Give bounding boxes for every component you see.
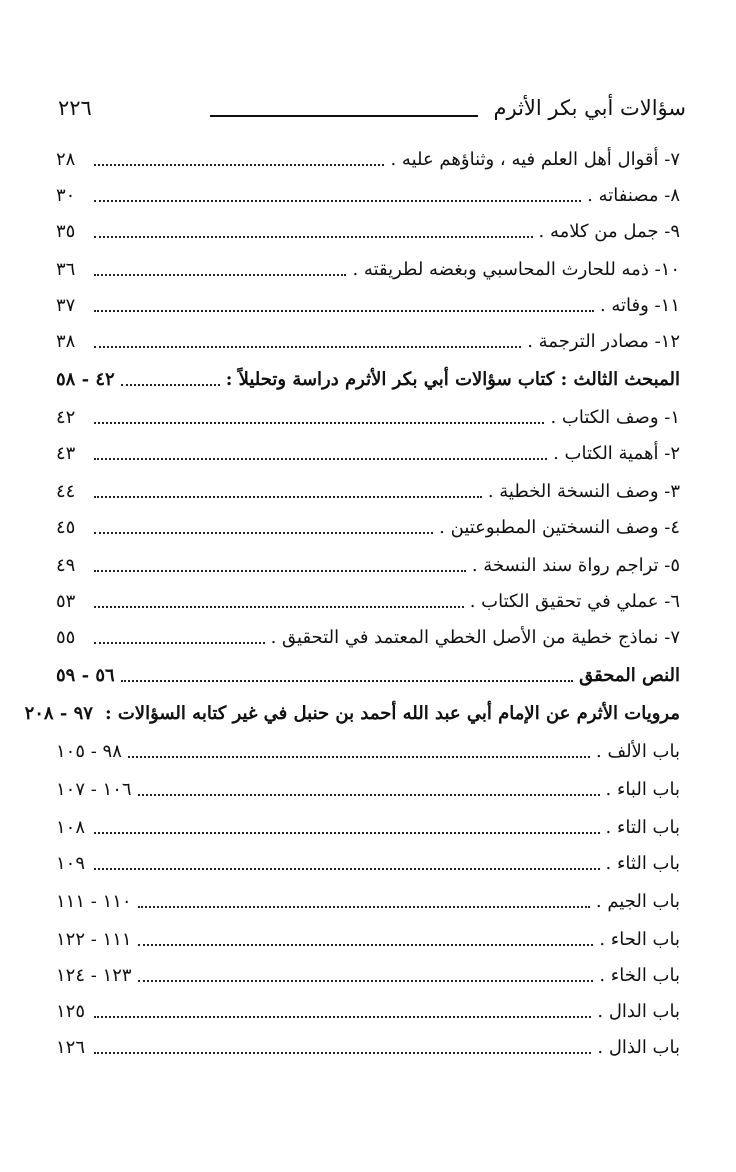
dot-leader <box>121 680 573 682</box>
toc-section-heading <box>56 658 680 688</box>
running-title: سؤالات أبي بكر الأثرم <box>493 96 686 120</box>
page-header <box>58 94 686 128</box>
toc-entry-title: ٨- مصنفاته . <box>587 185 680 206</box>
toc-entry-page: ٢٨ <box>56 149 76 170</box>
toc-entry-page: ١١٠ - ١١١ <box>56 891 132 912</box>
dot-leader <box>138 794 600 796</box>
dot-leader <box>94 532 433 534</box>
dot-leader <box>94 458 547 460</box>
dot-leader <box>94 496 482 498</box>
toc-entry-title: ١- وصف الكتاب . <box>550 407 680 428</box>
toc-entry-page: ٤٩ <box>56 555 76 576</box>
toc-entry-page: ١٢٦ <box>56 1037 86 1058</box>
toc-entry-title: ٤- وصف النسختين المطبوعتين . <box>439 517 680 538</box>
toc-entry-page: ٣٦ <box>56 259 76 280</box>
toc-entry-page: ١٠٨ <box>56 817 86 838</box>
toc-entry-title: باب الحاء . <box>599 929 680 950</box>
toc-entry <box>56 772 680 802</box>
dot-leader <box>94 274 346 276</box>
toc-entry-page: ٣٠ <box>56 185 76 206</box>
dot-leader <box>94 1016 591 1018</box>
toc-entry-page: ٣٨ <box>56 331 76 352</box>
toc-entry-title: باب الباء . <box>605 779 680 800</box>
toc-section-heading <box>24 696 680 726</box>
toc-entry-title: ٣- وصف النسخة الخطية . <box>487 481 680 502</box>
toc-entry <box>56 400 680 430</box>
dot-leader <box>138 906 590 908</box>
toc-entry <box>56 734 680 764</box>
toc-entry <box>56 810 680 840</box>
toc-entry-page: ٩٨ - ١٠٥ <box>56 741 122 762</box>
toc-entry <box>56 584 680 614</box>
toc-entry <box>56 958 680 988</box>
dot-leader <box>128 756 590 758</box>
toc-entry <box>56 994 680 1024</box>
toc-entry-page: ٤٣ <box>56 443 76 464</box>
toc-entry <box>56 324 680 354</box>
toc-entry <box>56 846 680 876</box>
dot-leader <box>94 1052 591 1054</box>
toc-entry <box>56 474 680 504</box>
dot-leader <box>94 310 594 312</box>
toc-entry-title: النص المحقق <box>579 665 680 686</box>
toc-entry-page: ١٠٦ - ١٠٧ <box>56 779 132 800</box>
toc-entry-page: ٥٥ <box>56 627 76 648</box>
toc-entry-title: باب الخاء . <box>599 965 680 986</box>
dot-leader <box>94 164 384 166</box>
toc-section-heading <box>56 362 680 392</box>
toc-entry-page: ١٢٥ <box>56 1001 86 1022</box>
toc-entry <box>56 1030 680 1060</box>
toc-entry-title: ٢- أهمية الكتاب . <box>553 443 680 464</box>
toc-entry-title: ٥- تراجم رواة سند النسخة . <box>471 555 680 576</box>
toc-entry-page: ٤٢ <box>56 407 76 428</box>
toc-entry-title: ٦- عملي في تحقيق الكتاب . <box>469 591 680 612</box>
toc-entry-page: ١٢٣ - ١٢٤ <box>56 965 132 986</box>
toc-entry-title: ١١- وفاته . <box>599 295 680 316</box>
page-number: ٢٢٦ <box>58 96 92 120</box>
toc-entry <box>56 178 680 208</box>
toc-entry-title: ١٢- مصادر الترجمة . <box>527 331 680 352</box>
toc-entry-page: ٣٧ <box>56 295 76 316</box>
toc-entry <box>56 214 680 244</box>
dot-leader <box>94 868 600 870</box>
toc-entry <box>56 620 680 650</box>
toc-entry-title: ٧- نماذج خطية من الأصل الخطي المعتمد في التحقيق . <box>270 627 680 648</box>
dot-leader <box>121 384 220 386</box>
toc-entry-title: باب التاء . <box>605 817 680 838</box>
dot-leader <box>94 422 544 424</box>
toc-entry-title: ١٠- ذمه للحارث المحاسبي وبغضه لطريقته . <box>352 259 680 280</box>
toc-entry-title: باب الذال . <box>597 1037 680 1058</box>
toc-entry-title: باب الثاء . <box>605 853 680 874</box>
toc-entry <box>56 884 680 914</box>
toc-entry-title: باب الجيم . <box>595 891 680 912</box>
toc-entry-title: باب الألف . <box>596 741 680 762</box>
toc-entry-page: ٥٣ <box>56 591 76 612</box>
toc-entry-page: ٤٢ - ٥٨ <box>56 369 115 390</box>
toc-entry-page: ١١١ - ١٢٢ <box>56 929 132 950</box>
dot-leader <box>94 346 521 348</box>
header-rule <box>210 115 478 117</box>
dot-leader <box>94 200 581 202</box>
dot-leader <box>138 944 594 946</box>
toc-entry <box>56 252 680 282</box>
toc-entry-page: ٤٤ <box>56 481 76 502</box>
toc-entry <box>56 436 680 466</box>
toc-entry <box>56 548 680 578</box>
toc-entry-title: ٩- جمل من كلامه . <box>538 221 680 242</box>
toc-entry <box>56 510 680 540</box>
toc-entry-page: ٩٧ - ٢٠٨ <box>24 703 93 724</box>
toc-entry-title: باب الدال . <box>597 1001 680 1022</box>
toc-entry-title: ٧- أقوال أهل العلم فيه ، وثناؤهم عليه . <box>390 149 680 170</box>
toc-entry-title: المبحث الثالث : كتاب سؤالات أبي بكر الأثرم دراسة وتحليلاً : <box>225 369 680 390</box>
toc-entry-title: مرويات الأثرم عن الإمام أبي عبد الله أحمد بن حنبل في غير كتابه السؤالات : <box>104 703 680 724</box>
toc-entry <box>56 288 680 318</box>
dot-leader <box>138 980 594 982</box>
toc-entry-page: ١٠٩ <box>56 853 86 874</box>
dot-leader <box>94 570 466 572</box>
toc-entry-page: ٣٥ <box>56 221 76 242</box>
toc-entry <box>56 922 680 952</box>
toc-entry-page: ٤٥ <box>56 517 76 538</box>
toc-entry <box>56 142 680 172</box>
dot-leader <box>94 606 464 608</box>
dot-leader <box>94 642 265 644</box>
dot-leader <box>94 832 600 834</box>
dot-leader <box>94 236 533 238</box>
toc-entry-page: ٥٦ - ٥٩ <box>56 665 115 686</box>
